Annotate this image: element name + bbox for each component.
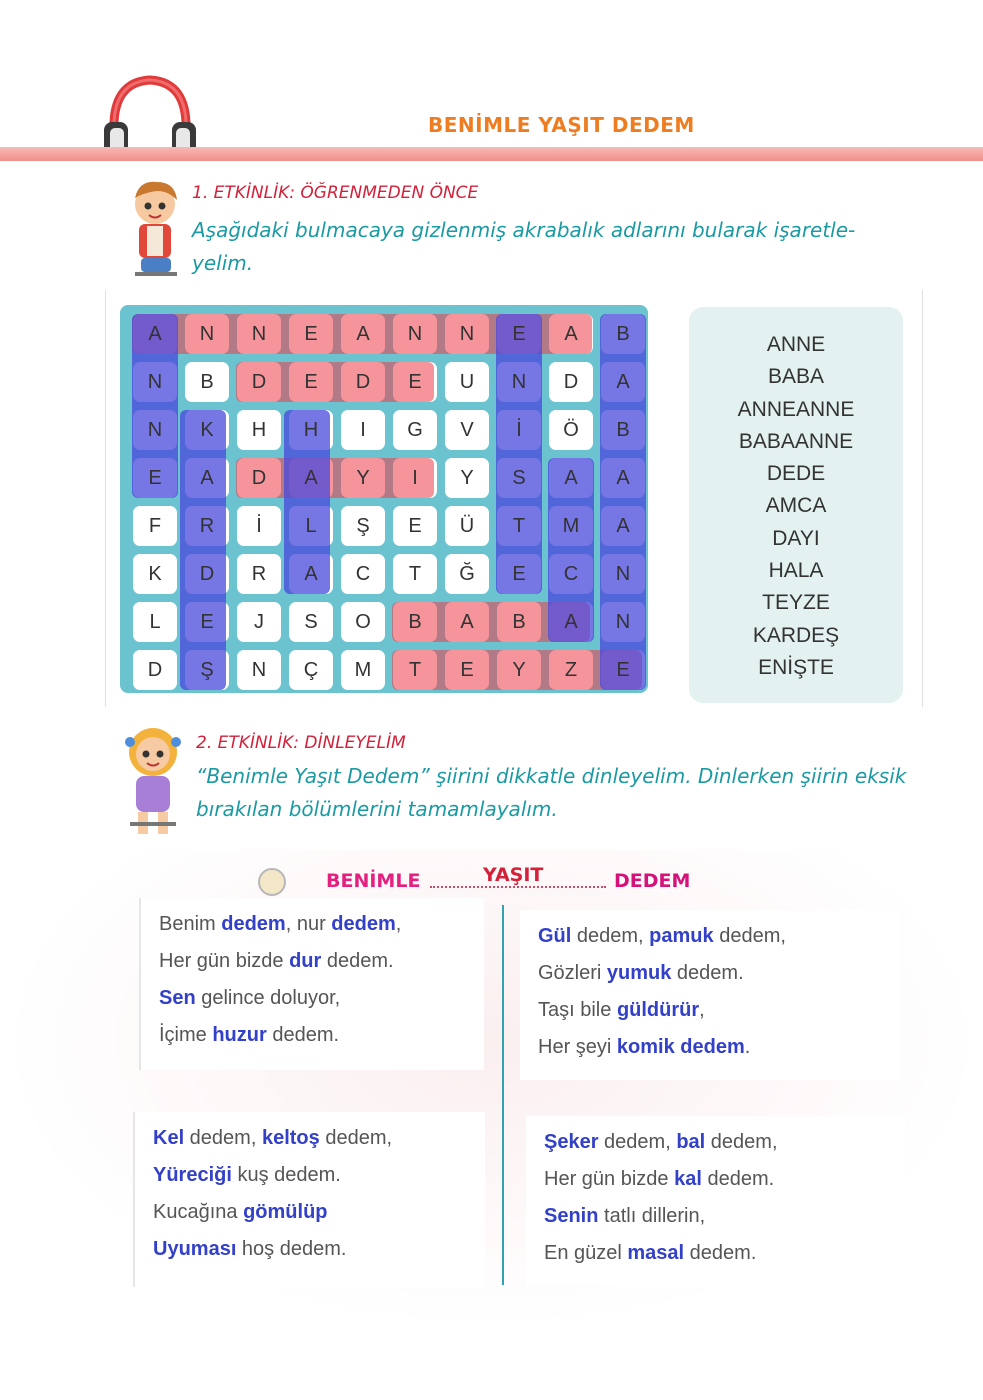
grid-letter: T: [408, 658, 422, 681]
grid-letter: A: [356, 322, 370, 345]
stanza-3: [133, 1112, 485, 1287]
grid-letter: İ: [516, 418, 522, 441]
grid-letter: Y: [512, 658, 526, 681]
grid-letter: T: [408, 562, 422, 585]
poem-line: [538, 955, 882, 992]
poem-text: gelince doluyor,: [195, 987, 341, 1009]
poem-text: Her gün bizde: [159, 950, 290, 972]
filled-blank: dedem: [221, 913, 286, 935]
grid-letter: E: [616, 658, 630, 681]
poem-text: Gözleri: [538, 962, 607, 984]
grid-letter: E: [408, 370, 422, 393]
filled-blank: Uyuması: [153, 1238, 237, 1260]
poem-text: Her gün bizde: [544, 1168, 675, 1190]
word-list-item: ENİŞTE: [758, 655, 834, 679]
grid-letter: Ü: [459, 514, 475, 537]
poem-line: [544, 1198, 888, 1235]
poem-text: dedem,: [184, 1127, 262, 1149]
grid-letter: I: [412, 466, 418, 489]
grid-letter: A: [564, 322, 578, 345]
word-list-item: HALA: [768, 559, 824, 583]
grid-letter: N: [615, 562, 631, 585]
filled-blank: Şeker: [544, 1131, 599, 1153]
word-list-item: BABA: [767, 365, 825, 389]
filled-blank: bal: [676, 1131, 706, 1153]
filled-blank: komik dedem: [616, 1036, 745, 1058]
poem-text: En güzel: [544, 1242, 628, 1264]
grid-letter: N: [251, 322, 267, 345]
poem-line: [538, 992, 882, 1029]
poem-text: , nur: [285, 913, 332, 935]
stanza-4: [526, 1116, 906, 1286]
poem-text: İçime: [159, 1024, 213, 1046]
filled-blank: huzur: [212, 1024, 267, 1046]
grid-letter: M: [354, 658, 372, 681]
grid-letter: B: [512, 610, 526, 633]
poem-line: [538, 918, 882, 955]
grid-letter: E: [512, 322, 526, 345]
grid-letter: C: [563, 562, 579, 585]
word-search-grid: [120, 305, 648, 693]
grid-letter: K: [200, 418, 214, 441]
poem-text: dedem,: [598, 1131, 677, 1153]
poem-text: dedem.: [671, 962, 744, 984]
poem-line: [159, 1017, 466, 1054]
poem-title-word2: YAŞIT: [483, 864, 544, 886]
poem-text: hoş dedem.: [236, 1238, 347, 1260]
activity2-heading: 2. ETKİNLİK: DİNLEYELİM: [196, 733, 406, 753]
poem-line: [153, 1231, 467, 1268]
grid-letter: A: [304, 466, 318, 489]
poem-line: [159, 943, 466, 980]
grid-letter: L: [149, 610, 161, 633]
word-list-item: ANNEANNE: [737, 397, 855, 421]
word-list-item: TEYZE: [762, 591, 830, 615]
poem-text: dedem,: [713, 925, 786, 947]
grid-letter: Ş: [356, 514, 370, 537]
poem-text: ,: [699, 999, 705, 1021]
grid-letter: N: [199, 322, 215, 345]
grid-letter: A: [564, 610, 578, 633]
grid-letter: A: [148, 322, 162, 345]
stanza-1: [139, 898, 484, 1070]
grid-letter: B: [616, 322, 630, 345]
grid-letter: Z: [564, 658, 578, 681]
filled-blank: keltoş: [261, 1127, 320, 1149]
poem-text: dedem.: [321, 950, 394, 972]
word-list-item: AMCA: [765, 494, 827, 518]
grid-letter: N: [147, 418, 163, 441]
poem-text: dedem,: [319, 1127, 393, 1149]
header-band: [0, 147, 983, 161]
poem-text: Kucağına: [153, 1201, 244, 1223]
grid-letter: L: [305, 514, 317, 537]
grid-letter: B: [200, 370, 214, 393]
grid-letter: Y: [460, 466, 474, 489]
grid-letter: A: [460, 610, 474, 633]
grid-letter: D: [563, 370, 579, 393]
filled-blank: gömülüp: [243, 1201, 328, 1223]
grid-letter: S: [304, 610, 318, 633]
grid-letter: N: [147, 370, 163, 393]
word-list-item: DAYI: [772, 526, 820, 550]
word-list-item: BABAANNE: [738, 429, 854, 453]
grid-letter: A: [564, 466, 578, 489]
grid-letter: A: [616, 466, 630, 489]
poem-line: [159, 906, 466, 943]
grid-letter: İ: [256, 514, 262, 537]
grid-letter: Ö: [563, 418, 579, 441]
poem-line: [153, 1120, 467, 1157]
grid-letter: R: [199, 514, 215, 537]
activity2-instruction-line1: “Benimle Yaşıt Dedem” şiirini dikkatle dinleyelim. Dinlerken şiirin eksik: [196, 764, 907, 788]
grid-letter: Y: [356, 466, 370, 489]
poem-line: [544, 1124, 888, 1161]
grid-letter: E: [304, 370, 318, 393]
activity2-instruction-line2: bırakılan bölümlerini tamamlayalım.: [196, 797, 558, 821]
poem-line: [544, 1161, 888, 1198]
grid-letter: N: [251, 658, 267, 681]
grid-letter: U: [459, 370, 475, 393]
word-list-item: ANNE: [766, 333, 826, 356]
poem-title-word3: DEDEM: [614, 870, 691, 892]
grid-letter: I: [360, 418, 366, 441]
word-list-item: KARDEŞ: [752, 623, 840, 647]
grid-letter: N: [615, 610, 631, 633]
poem-text: Her şeyi: [538, 1036, 617, 1058]
grid-letter: N: [459, 322, 475, 345]
filled-blank: dedem: [331, 913, 396, 935]
grid-letter: E: [200, 610, 214, 633]
grid-letter: D: [199, 562, 215, 585]
poem-title-word1: BENİMLE: [326, 870, 421, 892]
poem-text: Taşı bile: [538, 999, 617, 1021]
activity1-heading: 1. ETKİNLİK: ÖĞRENMEDEN ÖNCE: [192, 183, 479, 203]
grid-letter: F: [148, 514, 162, 537]
word-list: [689, 307, 903, 703]
grid-letter: K: [148, 562, 162, 585]
grid-letter: G: [407, 418, 423, 441]
activity1-instruction-line2: yelim.: [192, 251, 254, 275]
poem-text: dedem,: [705, 1131, 778, 1153]
grid-letter: V: [460, 418, 474, 441]
grid-letter: M: [562, 514, 580, 537]
filled-blank: dur: [289, 950, 322, 972]
grid-letter: B: [616, 418, 630, 441]
filled-blank: Kel: [153, 1127, 185, 1149]
grid-letter: H: [251, 418, 267, 441]
girl-illustration: [120, 722, 186, 840]
activity1-instruction-line1: Aşağıdaki bulmacaya gizlenmiş akrabalık adlarını bularak işaretle-: [192, 218, 856, 242]
grid-letter: S: [512, 466, 526, 489]
grid-letter: E: [512, 562, 526, 585]
grid-letter: Ş: [200, 658, 214, 681]
grid-letter: A: [200, 466, 214, 489]
poem-line: [544, 1235, 888, 1272]
filled-blank: güldürür: [616, 999, 700, 1021]
filled-blank: Senin: [544, 1205, 599, 1227]
grid-letter: E: [460, 658, 474, 681]
filled-blank: Sen: [159, 987, 196, 1009]
poem-divider: [502, 905, 504, 1285]
poem-line: [153, 1157, 467, 1194]
poem-line: [538, 1029, 882, 1066]
grid-letter: R: [251, 562, 267, 585]
grid-letter: E: [148, 466, 162, 489]
poem-text: kuş dedem.: [231, 1164, 341, 1186]
poem-text: tatlı dillerin,: [598, 1205, 706, 1227]
grid-letter: D: [147, 658, 163, 681]
grid-letter: B: [408, 610, 422, 633]
grid-letter: T: [512, 514, 526, 537]
grid-letter: D: [251, 370, 267, 393]
grid-letter: C: [355, 562, 371, 585]
grid-letter: Ğ: [459, 562, 475, 585]
poem-line: [153, 1194, 467, 1231]
grid-letter: Ç: [303, 658, 319, 681]
poem-text: ,: [395, 913, 402, 935]
grid-letter: D: [251, 466, 267, 489]
grid-letter: A: [616, 370, 630, 393]
grid-letter: D: [355, 370, 371, 393]
poem-title-dotted-line: [430, 886, 606, 888]
filled-blank: Yüreciği: [153, 1164, 232, 1186]
grid-letter: E: [408, 514, 422, 537]
grid-letter: O: [355, 610, 371, 633]
grid-letter: A: [304, 562, 318, 585]
grid-letter: E: [304, 322, 318, 345]
grid-letter: N: [407, 322, 423, 345]
poem-radio-button[interactable]: [258, 868, 286, 896]
page-title: BENİMLE YAŞIT DEDEM: [428, 113, 695, 137]
grid-letter: N: [511, 370, 527, 393]
poem-text: dedem.: [266, 1024, 340, 1046]
poem-line: [159, 980, 466, 1017]
filled-blank: Gül: [538, 925, 572, 947]
highlight-eniste: [496, 314, 542, 594]
highlight-kardes: [180, 410, 226, 690]
grid-letter: H: [303, 418, 319, 441]
boy-illustration: [125, 178, 187, 286]
filled-blank: masal: [627, 1242, 685, 1264]
filled-blank: kal: [674, 1168, 702, 1190]
grid-letter: A: [616, 514, 630, 537]
poem-text: .: [744, 1036, 751, 1058]
stanza-2: [520, 910, 900, 1080]
poem-text: Benim: [159, 913, 222, 935]
filled-blank: yumuk: [606, 962, 672, 984]
poem-text: dedem,: [571, 925, 650, 947]
grid-letter: J: [254, 610, 264, 633]
poem-text: dedem.: [701, 1168, 775, 1190]
word-list-item: DEDE: [766, 462, 826, 486]
filled-blank: pamuk: [649, 925, 714, 947]
poem-text: dedem.: [684, 1242, 757, 1264]
